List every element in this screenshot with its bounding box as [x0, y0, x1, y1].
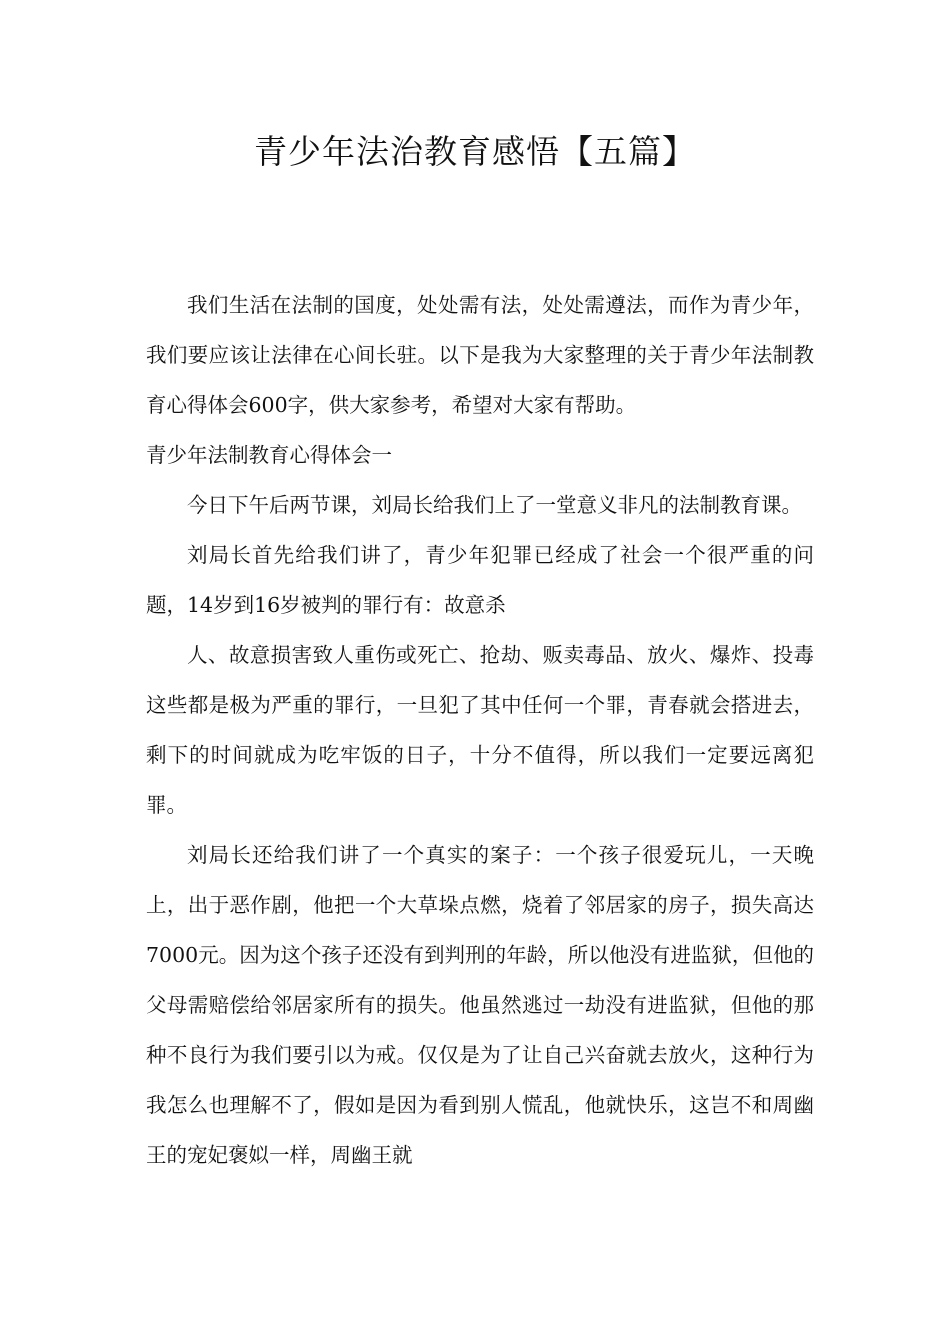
intro-paragraph: 我们生活在法制的国度，处处需有法，处处需遵法，而作为青少年，我们要应该让法律在心间长驻。以下是我为大家整理的关于青少年法制教育心得体会600字，供大家参考，希望对大家有帮助。	[146, 293, 814, 417]
paragraph: 今日下午后两节课，刘局长给我们上了一堂意义非凡的法制教育课。	[187, 493, 802, 517]
document-body	[146, 280, 814, 1180]
paragraph: 人、故意损害致人重伤或死亡、抢劫、贩卖毒品、放火、爆炸、投毒这些都是极为严重的罪行，一旦犯了其中任何一个罪，青春就会搭进去，剩下的时间就成为吃牢饭的日子，十分不值得，所以我们一定要远离犯罪。	[146, 643, 814, 817]
section-heading: 青少年法制教育心得体会一	[146, 443, 392, 467]
paragraph: 刘局长首先给我们讲了，青少年犯罪已经成了社会一个很严重的问题，14岁到16岁被判的罪行有：故意杀	[146, 543, 814, 617]
document-title: 青少年法治教育感悟【五篇】	[254, 132, 696, 171]
paragraph: 刘局长还给我们讲了一个真实的案子：一个孩子很爱玩儿，一天晚上，出于恶作剧，他把一个大草垛点燃，烧着了邻居家的房子，损失高达7000元。因为这个孩子还没有到判刑的年龄，所以他没有进监狱，但他的父母需赔偿给邻居家所有的损失。他虽然逃过一劫没有进监狱，但他的那种不良行为我们要引以为戒。仅仅是为了让自己兴奋就去放火，这种行为我怎么也理解不了，假如是因为看到别人慌乱，他就快乐，这岂不和周幽王的宠妃褒姒一样，周幽王就	[146, 843, 814, 1167]
